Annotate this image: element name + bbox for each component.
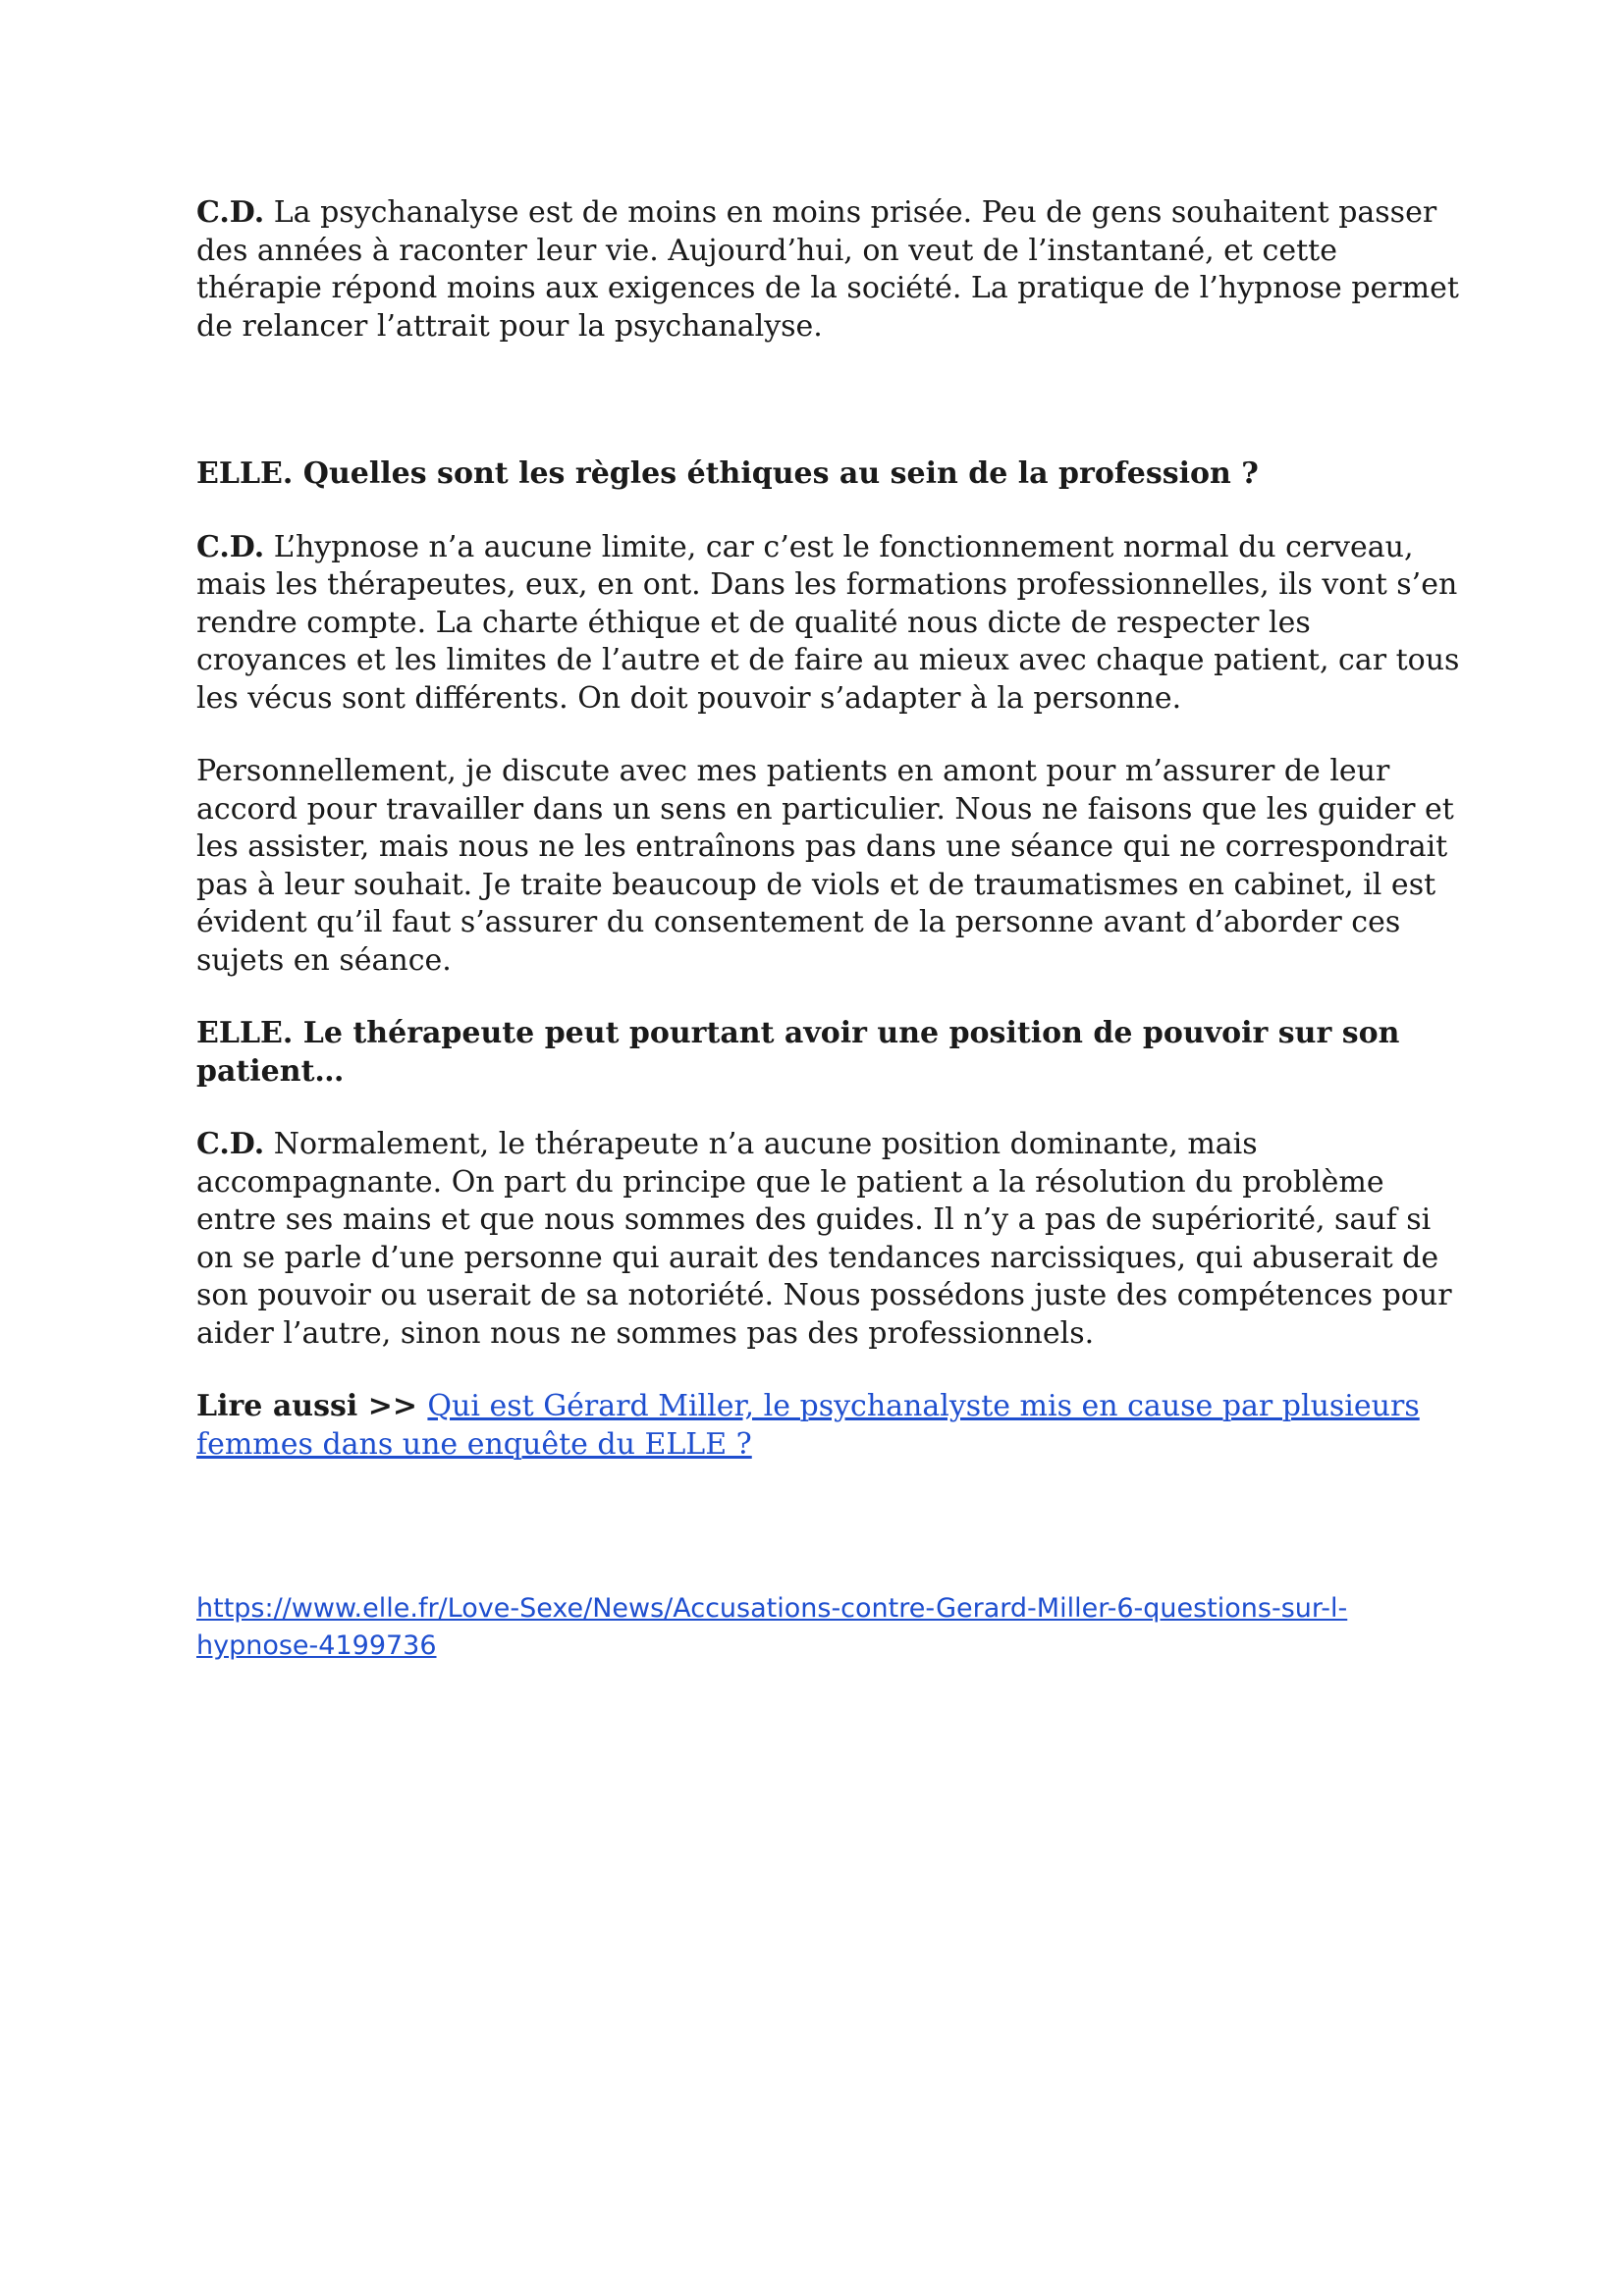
question-heading-2: ELLE. Le thérapeute peut pourtant avoir une position de pouvoir sur son patient…: [196, 1016, 1400, 1089]
speaker-label: C.D.: [196, 1127, 265, 1161]
answer-text: L’hypnose n’a aucune limite, car c’est le fonctionnement normal du cerveau, mais les thérapeutes, eux, en ont. Dans les formations professionnelles, ils vont s’en rendre compte. La charte éthique et de qualité nous dicte de respecter les croyances et les limites de l’autre et de faire au mieux avec chaque patient, car tous les vécus sont différents. On doit pouvoir s’adapter à la personne.: [196, 529, 1460, 716]
read-also-link[interactable]: Qui est Gérard Miller, le psychanalyste mis en cause par plusieurs femmes dans une enquête du ELLE ?: [196, 1389, 1420, 1462]
read-also-label: Lire aussi >>: [196, 1389, 428, 1423]
answer-paragraph-3: Personnellement, je discute avec mes patients en amont pour m’assurer de leur accord pour travailler dans un sens en particulier. Nous ne faisons que les guider et les assister, mais nous ne les entraînons pas dans une séance qui ne correspondrait pas à leur souhait. Je traite beaucoup de viols et de traumatismes en cabinet, il est évident qu’il faut s’assurer du consentement de la personne avant d’aborder ces sujets en séance.: [196, 754, 1454, 978]
answer-text: Normalement, le thérapeute n’a aucune position dominante, mais accompagnante. On part du principe que le patient a la résolution du problème entre ses mains et que nous sommes des guides. Il n’y a pas de supériorité, sauf si on se parle d’une personne qui aurait des tendances narcissiques, qui abuserait de son pouvoir ou userait de sa notoriété. Nous possédons juste des compétences pour aider l’autre, sinon nous ne sommes pas des professionnels.: [196, 1127, 1452, 1351]
answer-paragraph-4: [196, 1126, 1463, 1353]
source-url-block: [196, 1590, 1463, 1665]
question-heading-1: ELLE. Quelles sont les règles éthiques au sein de la profession ?: [196, 456, 1259, 491]
speaker-label: C.D.: [196, 529, 265, 564]
answer-paragraph-2: [196, 529, 1463, 719]
read-also: [196, 1388, 1463, 1464]
answer-text: La psychanalyse est de moins en moins prisée. Peu de gens souhaitent passer des années à raconter leur vie. Aujourd’hui, on veut de l’instantané, et cette thérapie répond moins aux exigences de la société. La pratique de l’hypnose permet de relancer l’attrait pour la psychanalyse.: [196, 195, 1459, 344]
article-body: [196, 194, 1463, 1464]
speaker-label: C.D.: [196, 195, 265, 230]
answer-paragraph-1: [196, 194, 1463, 346]
source-url-link[interactable]: https://www.elle.fr/Love-Sexe/News/Accusations-contre-Gerard-Miller-6-questions-sur-l-hypnose-4199736: [196, 1593, 1348, 1661]
